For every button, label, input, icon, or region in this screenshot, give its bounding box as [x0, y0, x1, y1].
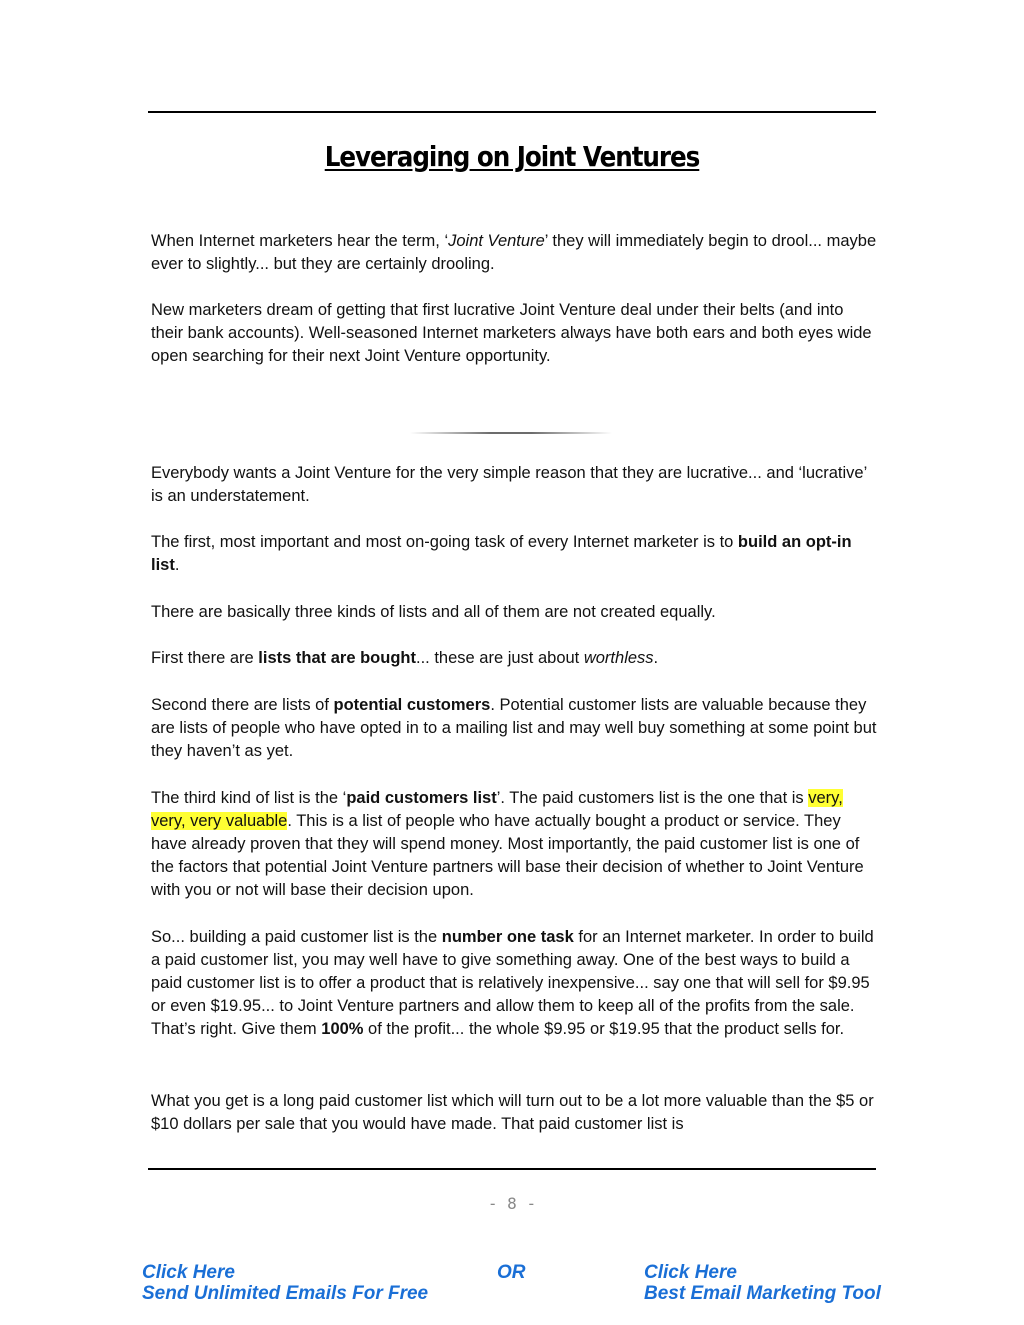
- text-run: The third kind of list is the ‘: [151, 789, 347, 807]
- bold-phrase: lists that are bought: [258, 649, 416, 667]
- text-run: ’ they will immediately begin to drool... maybe ever to slightly... but they are certainly drooling.: [151, 232, 877, 273]
- text-run: for an Internet marketer. In order to build a paid customer list, you may well have to give something away. One of the best ways to build a paid customer list is to offer a product that is relatively inexpensive... say one that will sell for $9.95 or even $19.95... to Joint Venture partners and allow them to keep all of the profits from the sale. That’s right. Give them: [151, 928, 874, 1038]
- text-run: The first, most important and most on-going task of every Internet marketer is to: [151, 533, 738, 551]
- text-run: So... building a paid customer list is the: [151, 928, 442, 946]
- bold-phrase: potential customers: [333, 696, 491, 714]
- paragraph-potential-customers: [151, 694, 879, 763]
- footer-link-best-email-tool[interactable]: [644, 1262, 881, 1304]
- text-run: When Internet marketers hear the term, ‘: [151, 232, 449, 250]
- text-run: ’. The paid customers list is the one that is: [496, 789, 809, 807]
- footer-link-send-unlimited[interactable]: [142, 1262, 428, 1304]
- highlighted-phrase: very, very, very valuable: [151, 789, 843, 830]
- bold-phrase: build an opt-in list: [151, 533, 852, 574]
- text-run: Second there are lists of: [151, 696, 334, 714]
- footer-link-line2[interactable]: Best Email Marketing Tool: [644, 1283, 881, 1304]
- bold-phrase: number one task: [441, 928, 574, 946]
- bold-percent: 100%: [321, 1020, 364, 1038]
- text-run: of the profit... the whole $9.95 or $19.95 that the product sells for.: [363, 1020, 845, 1038]
- footer-link-line1[interactable]: Click Here: [644, 1262, 737, 1283]
- footer-link-line1[interactable]: Click Here: [142, 1262, 235, 1283]
- page-number: - 8 -: [487, 1194, 537, 1213]
- italic-term: Joint Venture: [448, 232, 545, 250]
- paragraph-paid-customers: [151, 787, 879, 902]
- paragraph-three-kinds: There are basically three kinds of lists and all of them are not created equally.: [151, 603, 716, 621]
- text-run: ... these are just about: [415, 649, 584, 667]
- paragraph-what-you-get: What you get is a long paid customer list which will turn out to be a lot more valuable than the $5 or $10 dollars per sale that you would have made. That paid customer list is: [151, 1092, 874, 1133]
- paragraph-intro: [151, 230, 879, 276]
- page-title: Leveraging on Joint Ventures: [324, 140, 700, 173]
- section-divider: [410, 432, 612, 434]
- text-run: .: [174, 556, 180, 574]
- paragraph-everybody: Everybody wants a Joint Venture for the very simple reason that they are lucrative... and ‘lucrative’ is an understatement.: [151, 464, 867, 505]
- paragraph-bought-lists: [151, 647, 879, 670]
- text-run: . This is a list of people who have actually bought a product or service. They have already proven that they will spend money. Most importantly, the paid customer list is one of the factors that potential Joint Venture partners will base their decision of whether to Joint Venture with you or not will base their decision upon.: [151, 812, 864, 899]
- footer-rule: [148, 1168, 876, 1170]
- footer-or-label: OR: [497, 1262, 526, 1283]
- footer-link-line2[interactable]: Send Unlimited Emails For Free: [142, 1283, 429, 1304]
- header-rule: [148, 111, 876, 113]
- italic-word: worthless: [583, 649, 654, 667]
- text-run: First there are: [151, 649, 259, 667]
- paragraph-first-task: [151, 531, 879, 577]
- bold-phrase: paid customers list: [346, 789, 497, 807]
- text-run: .: [653, 649, 659, 667]
- paragraph-number-one-task: [151, 926, 879, 1041]
- paragraph-new-marketers: New marketers dream of getting that first lucrative Joint Venture deal under their belts (and into their bank accounts). Well-seasoned Internet marketers always have both ears and both eyes wide open searching for their next Joint Venture opportunity.: [151, 301, 872, 365]
- text-run: . Potential customer lists are valuable because they are lists of people who have opted in to a mailing list and may well buy something at some point but they haven’t as yet.: [151, 696, 877, 760]
